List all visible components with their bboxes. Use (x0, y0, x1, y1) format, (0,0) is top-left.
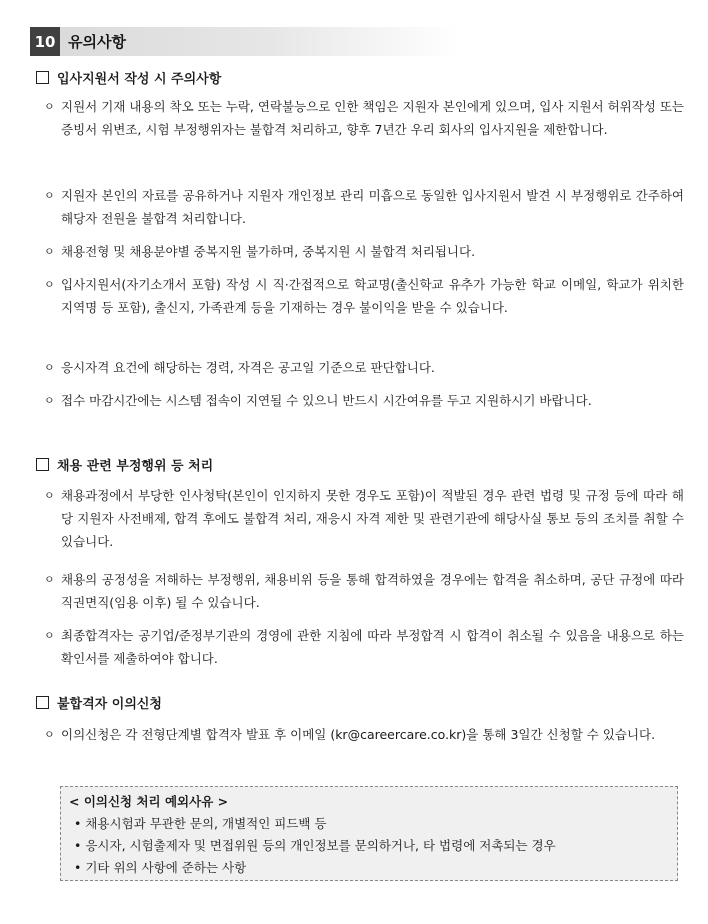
circle-bullet-icon: ㅇ (44, 361, 55, 374)
section-title: 유의사항 (68, 33, 126, 51)
exceptions-box (60, 786, 678, 881)
list-item: ㅇ 지원서 기재 내용의 착오 또는 누락, 연락불능으로 인한 책임은 지원자 본인에게 있으며, 입사 지원서 허위작성 또는 증빙서 위변조, 시험 부정행위자는 불합격 처리하고, 향후 7년간 우리 회사의 입사지원을 제한합니다. (44, 95, 684, 141)
checkbox-square-icon (36, 696, 49, 709)
list-item: ㅇ 접수 마감시간에는 시스템 접속이 지연될 수 있으니 반드시 시간여유를 두고 지원하시기 바랍니다. (44, 389, 684, 412)
checkbox-square-icon (36, 71, 49, 84)
list-item: ㅇ 응시자격 요건에 해당하는 경력, 자격은 공고일 기준으로 판단합니다. (44, 356, 684, 379)
list-item: • 기타 위의 사항에 준하는 사항 (74, 860, 247, 875)
list-item: ㅇ 채용의 공정성을 저해하는 부정행위, 채용비위 등을 통해 합격하였을 경우에는 합격을 취소하며, 공단 규정에 따라 직권면직(임용 이후) 될 수 있습니다. (44, 568, 684, 614)
list-item: • 응시자, 시험출제자 및 면접위원 등의 개인정보를 문의하거나, 타 법령에 저촉되는 경우 (74, 838, 556, 853)
subsection-title-appeal: 불합격자 이의신청 (36, 696, 162, 714)
list-item: ㅇ 채용과정에서 부당한 인사청탁(본인이 인지하지 못한 경우도 포함)이 적발된 경우 관련 법령 및 규정 등에 따라 해당 지원자 사전배제, 합격 후에도 불합격 처리, 재응시 자격 제한 및 관련기관에 해당사실 통보 등의 조치를 취할 수 있습니다. (44, 484, 684, 553)
exceptions-title: < 이의신청 처리 예외사유 > (69, 794, 229, 809)
circle-bullet-icon: ㅇ (44, 629, 55, 642)
circle-bullet-icon: ㅇ (44, 728, 55, 741)
dot-bullet-icon: • (74, 860, 82, 875)
circle-bullet-icon: ㅇ (44, 394, 55, 407)
list-item: ㅇ 입사지원서(자기소개서 포함) 작성 시 직·간접적으로 학교명(출신학교 유추가 가능한 학교 이메일, 학교가 위치한 지역명 등 포함), 출신지, 가족관계 등을 기재하는 경우 불이익을 받을 수 있습니다. (44, 273, 684, 319)
section-header (30, 27, 458, 56)
list-item: ㅇ 이의신청은 각 전형단계별 합격자 발표 후 이메일 (kr@careercare.co.kr)을 통해 3일간 신청할 수 있습니다. (44, 723, 684, 746)
circle-bullet-icon: ㅇ (44, 278, 55, 291)
dot-bullet-icon: • (74, 816, 82, 831)
checkbox-square-icon (36, 458, 49, 471)
list-item: • 채용시험과 무관한 문의, 개별적인 피드백 등 (74, 816, 327, 831)
circle-bullet-icon: ㅇ (44, 489, 55, 502)
circle-bullet-icon: ㅇ (44, 100, 55, 113)
dot-bullet-icon: • (74, 838, 82, 853)
circle-bullet-icon: ㅇ (44, 245, 55, 258)
subsection-title-application: 입사지원서 작성 시 주의사항 (36, 71, 221, 89)
list-item: ㅇ 지원자 본인의 자료를 공유하거나 지원자 개인정보 관리 미흡으로 동일한 입사지원서 발견 시 부정행위로 간주하여 해당자 전원을 불합격 처리합니다. (44, 184, 684, 230)
circle-bullet-icon: ㅇ (44, 573, 55, 586)
list-item: ㅇ 채용전형 및 채용분야별 중복지원 불가하며, 중복지원 시 불합격 처리됩니다. (44, 240, 684, 263)
circle-bullet-icon: ㅇ (44, 189, 55, 202)
subsection-title-misconduct: 채용 관련 부정행위 등 처리 (36, 458, 213, 476)
list-item: ㅇ 최종합격자는 공기업/준정부기관의 경영에 관한 지침에 따라 부정합격 시 합격이 취소될 수 있음을 내용으로 하는 확인서를 제출하여야 합니다. (44, 624, 684, 670)
section-number: 10 (30, 27, 60, 56)
